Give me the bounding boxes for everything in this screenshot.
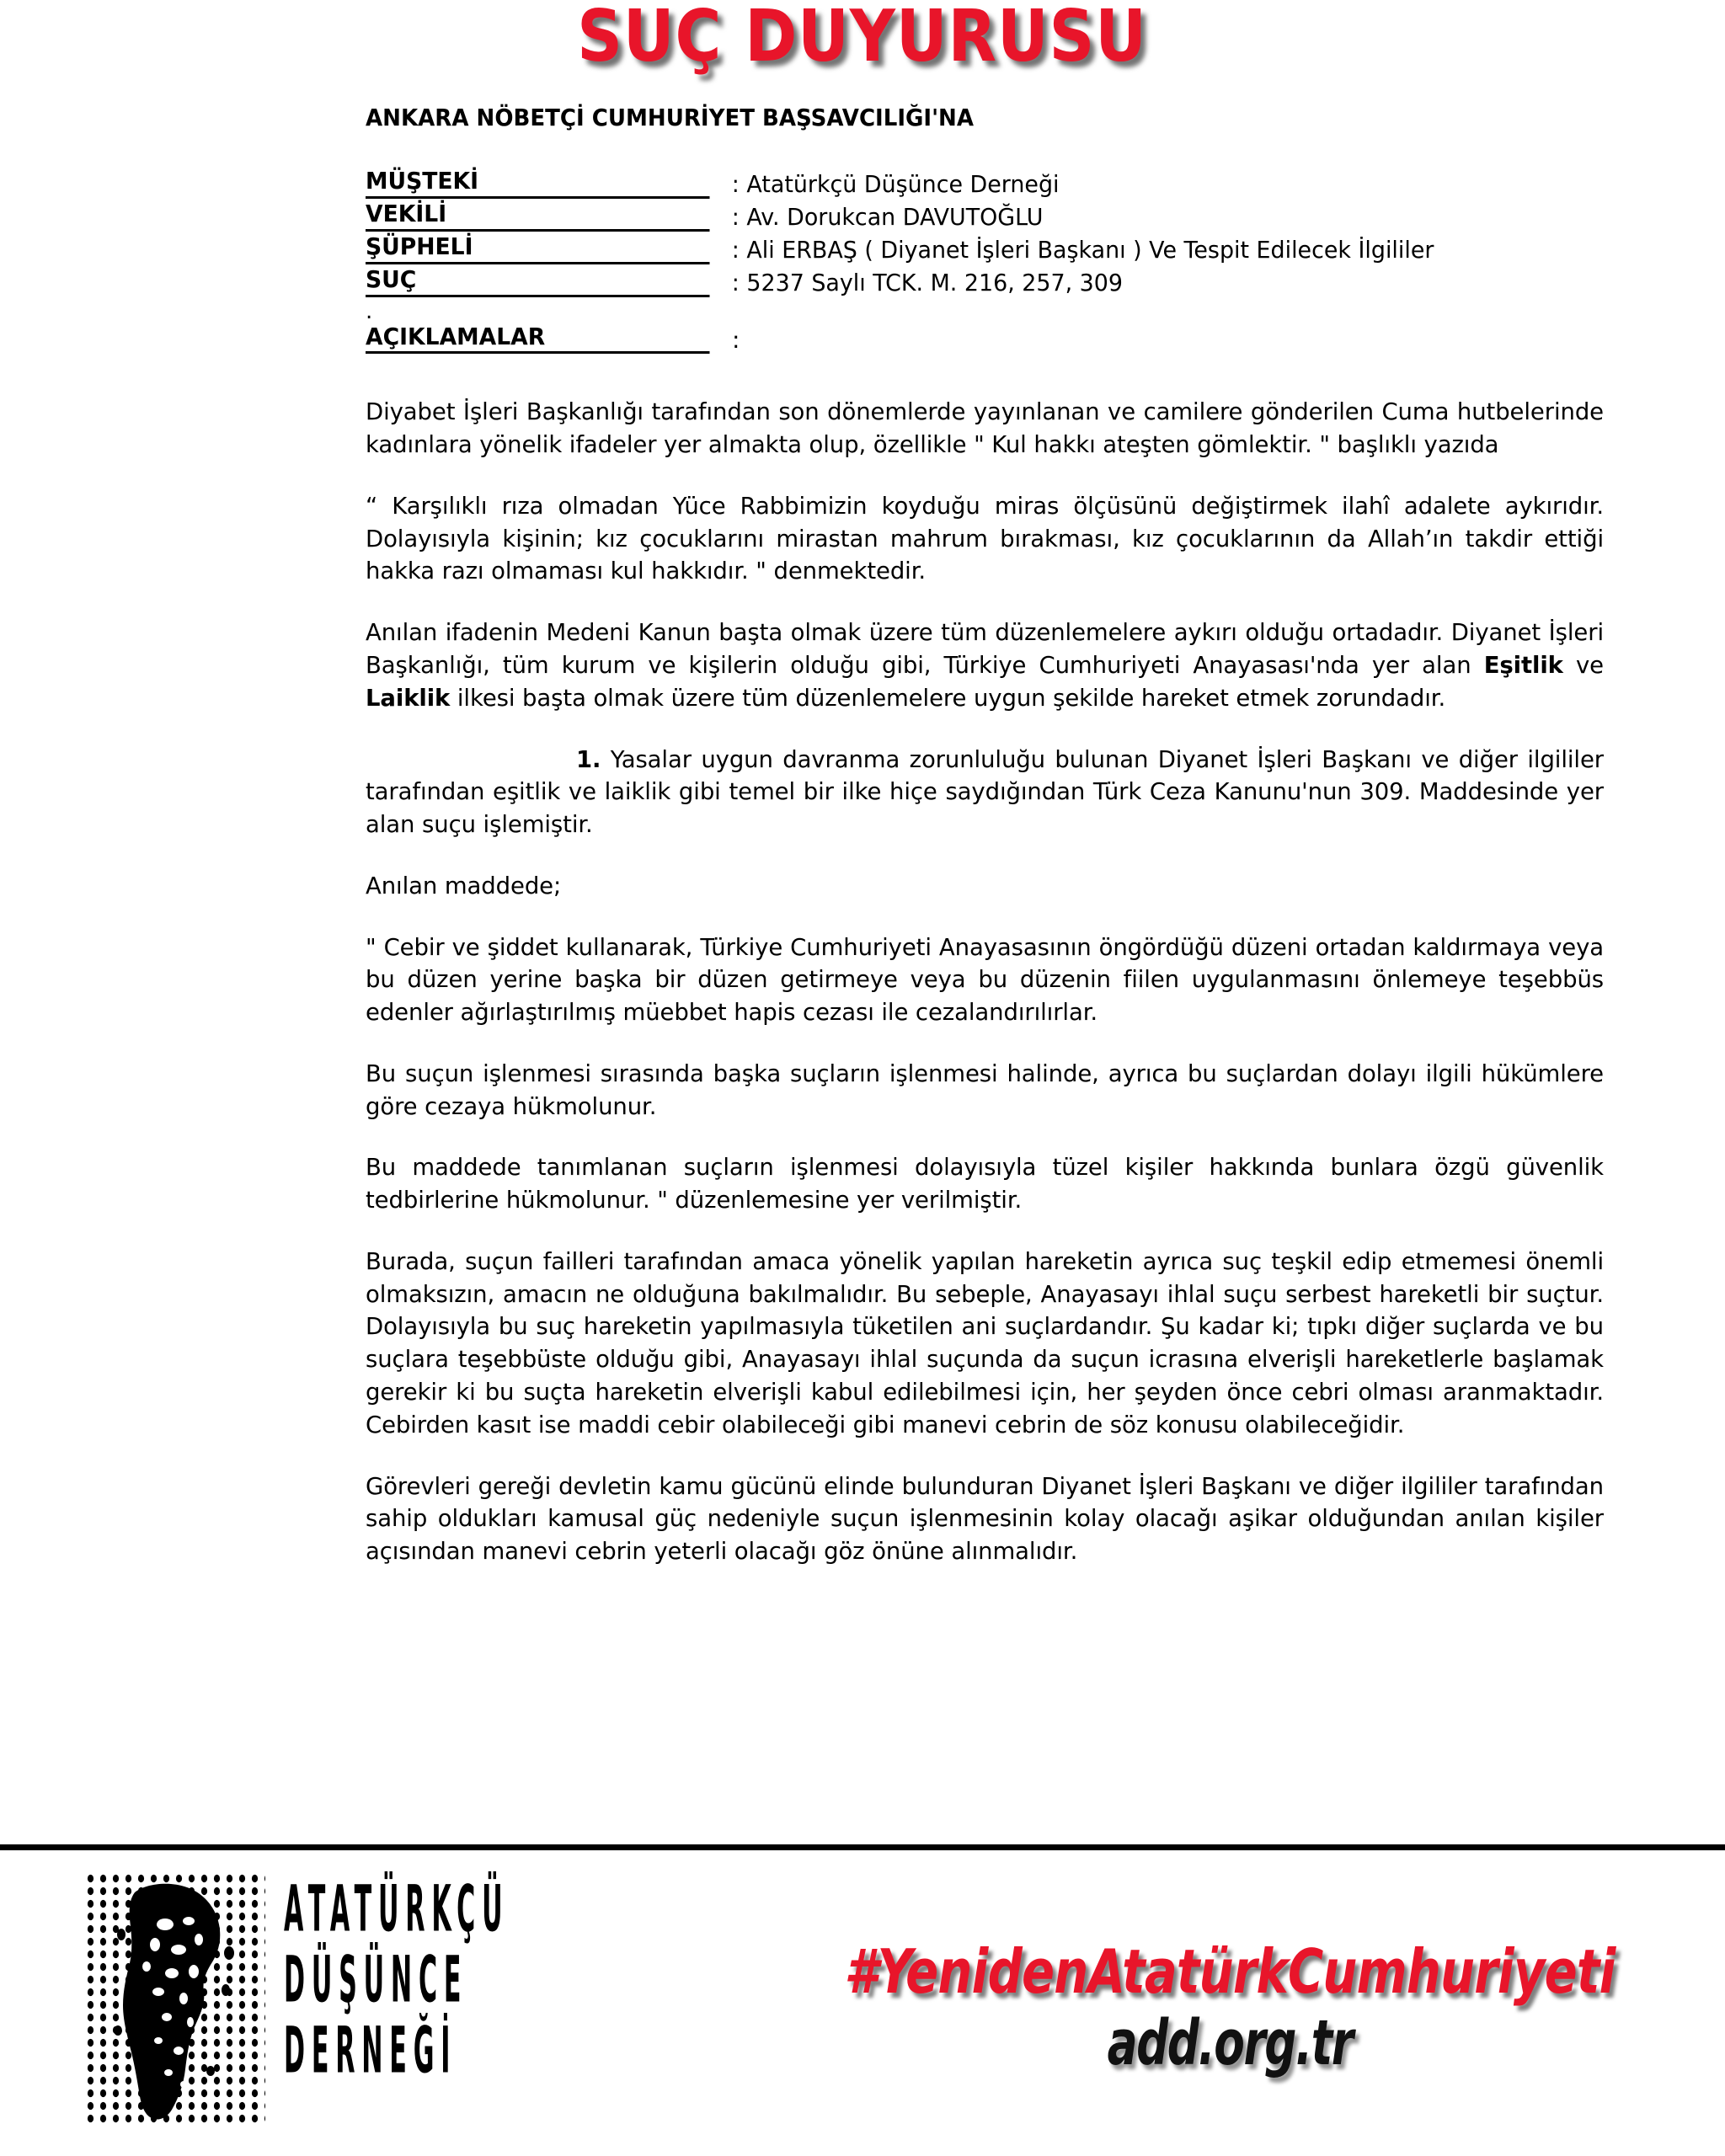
- paragraph-3-text-a: Anılan ifadenin Medeni Kanun başta olmak üzere tüm düzenlemelere aykırı olduğu ortadadır. Diyanet İşleri Başkanlığı, tüm kurum ve kişilerin olduğu gibi, Türkiye Cumhuriyeti Anayasası'nda yer alan: [366, 619, 1604, 679]
- stray-period: .: [366, 299, 373, 325]
- field-label: ŞÜPHELİ: [366, 232, 710, 264]
- paragraph-3-text-mid: ve: [1562, 651, 1604, 679]
- paragraph-1: Diyabet İşleri Başkanlığı tarafından son dönemlerde yayınlanan ve camilere gönderilen Cuma hutbelerinde kadınlara yönelik ifadeler yer almakta olup, özellikle " Kul hakkı ateşten gömlektir. " başlıklı yazıda: [366, 398, 1604, 459]
- paragraph-7: Bu suçun işlenmesi sırasında başka suçların işlenmesi halinde, ayrıca bu suçlardan dolayı ilgili hükümlere göre cezaya hükmolunur.: [366, 1059, 1604, 1120]
- paragraph-6-quote: " Cebir ve şiddet kullanarak, Türkiye Cumhuriyeti Anayasasının öngördüğü düzeni ortadan kaldırmaya veya bu düzen yerine başka bir düzen getirmeye veya bu düzenin fiilen uygulanmasını önlemeye teşebbüs edenler ağırlaştırılmış müebbet hapis cezası ile cezalandırılırlar.: [366, 933, 1604, 1027]
- field-label: VEKİLİ: [366, 200, 710, 232]
- field-row-supheli: [366, 232, 1604, 264]
- field-row-musteki: [366, 167, 1604, 199]
- list-number: 1.: [576, 745, 601, 773]
- paragraph-10: Görevleri gereği devletin kamu gücünü elinde bulunduran Diyanet İşleri Başkanı ve diğer ilgililer tarafından sahip oldukları kamusal güç nedeniyle suçun işlenmesinin kolay olacağı aşikar olduğundan anılan kişiler açısından manevi cebrin yeterli olacağı göz önüne alınmalıdır.: [366, 1472, 1604, 1566]
- field-row-aciklamalar: [366, 323, 1604, 354]
- paragraph-8: Bu maddede tanımlanan suçların işlenmesi dolayısıyla tüzel kişiler hakkında bunlara özgü güvenlik tedbirlerine hükmolunur. " düzenlemesine yer verilmiştir.: [366, 1154, 1604, 1214]
- logo-word-line: DERNEĞİ: [284, 2013, 457, 2088]
- explanations-colon: :: [732, 326, 740, 355]
- field-row-suc: [366, 265, 1604, 297]
- title-container: [0, 0, 1725, 78]
- paragraph-9: Burada, suçun failleri tarafından amaca yönelik yapılan hareketin ayrıca suç teşkil edip etmemesi önemli olmaksızın, amacın ne olduğuna bakılmalıdır. Bu sebeple, Anayasayı ihlal suçu serbest hareketli bir suçtur. Dolayısıyla bu suç hareketin yapılmasıyla tüketilen ani suçlardandır. Şu kadar ki; tıpkı diğer suçlarda ve bu suçlara teşebbüste olduğu gibi, Anayasayı ihlal suçunda da suçun icrasına elverişli hareketlerle başlamak gerekir ki bu suçta hareketin elverişli kabul edilebilmesi için, her şeyden önce cebri olması aranmaktadır. Cebirden kasıt ise maddi cebir olabileceği gibi manevi cebrin de söz konusu olabileceğidir.: [366, 1247, 1604, 1438]
- logo-wordmark: [284, 1871, 717, 2088]
- paragraph-4-numbered: [366, 744, 1604, 841]
- logo-word-line: DÜŞÜNCE: [284, 1942, 468, 2017]
- hashtag-slogan: #YenidenAtatürkCumhuriyeti: [844, 1936, 1616, 2007]
- document-content: [121, 104, 1604, 1568]
- field-label: SUÇ: [366, 265, 710, 297]
- website-url[interactable]: add.org.tr: [1107, 2007, 1353, 2079]
- body-column: [366, 104, 1604, 1568]
- field-value: : Av. Dorukcan DAVUTOĞLU: [731, 202, 1044, 231]
- bold-laiklik: Laiklik: [366, 684, 451, 712]
- add-logo: [84, 1872, 717, 2125]
- ataturk-halftone-icon: [84, 1872, 265, 2125]
- paragraph-3-text-c: ilkesi başta olmak üzere tüm düzenlemelere uygun şekilde hareket etmek zorundadır.: [450, 684, 1446, 712]
- paragraph-4-text: Yasalar uygun davranma zorunluluğu bulunan Diyanet İşleri Başkanı ve diğer ilgililer tarafından eşitlik ve laiklik gibi temel bir ilke hiçe saydığından Türk Ceza Kanunu'nun 309. Maddesinde yer alan suçu işlemiştir.: [366, 745, 1604, 839]
- footer-slogan-block: [741, 1936, 1718, 2079]
- paragraph-3: [366, 616, 1604, 714]
- bold-esitlik: Eşitlik: [1483, 651, 1563, 679]
- explanations-label: AÇIKLAMALAR: [366, 323, 710, 354]
- field-list: [366, 167, 1604, 355]
- field-label: MÜŞTEKİ: [366, 167, 710, 199]
- footer-divider: [0, 1844, 1725, 1850]
- logo-word-line: ATATÜRKÇÜ: [284, 1871, 510, 1946]
- document-footer: [0, 1857, 1725, 2156]
- field-value: : Ali ERBAŞ ( Diyanet İşleri Başkanı ) Ve Tespit Edilecek İlgililer: [731, 236, 1434, 264]
- field-value: : 5237 Saylı TCK. M. 216, 257, 309: [731, 269, 1123, 297]
- field-value: : Atatürkçü Düşünce Derneği: [731, 169, 1060, 198]
- addressee-line: ANKARA NÖBETÇİ CUMHURİYET BAŞSAVCILIĞI'NA: [366, 103, 974, 131]
- paragraph-5: Anılan maddede;: [366, 872, 562, 899]
- paragraph-2: “ Karşılıklı rıza olmadan Yüce Rabbimizin koyduğu miras ölçüsünü değiştirmek ilahî adalete aykırıdır. Dolayısıyla kişinin; kız çocuklarını mirastan mahrum bırakması, kız çocuklarının da Allah’ın takdir ettiği hakka razı olmaması kul hakkıdır. " denmektedir.: [366, 492, 1604, 585]
- field-row-vekili: [366, 200, 1604, 232]
- page-title: SUÇ DUYURUSU: [577, 0, 1148, 78]
